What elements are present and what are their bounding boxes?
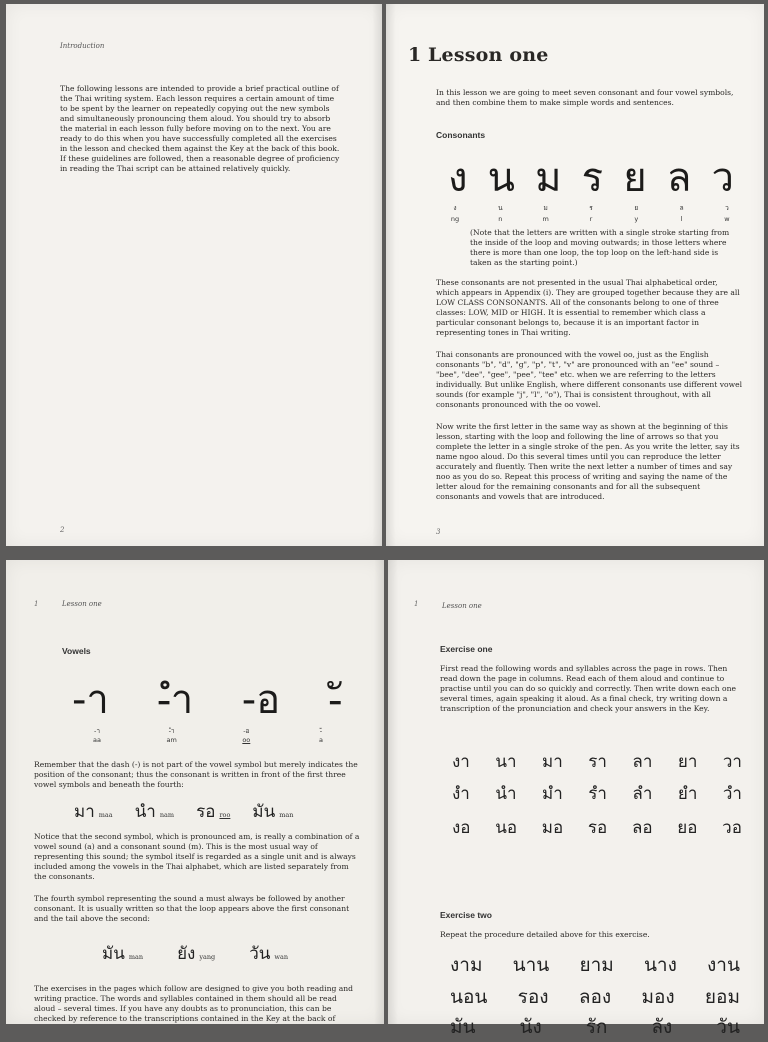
example-word [177, 940, 215, 967]
vowel-romanized: oo [242, 736, 251, 744]
word: รอง [517, 986, 549, 1008]
example-word [249, 940, 288, 967]
paragraph-am-symbol: Notice that the second symbol, which is pronounced am, is really a combination of a vowel sound (a) and a consonant sound (m). This is the most usual way of representing this sound; the symbol itself is regarded as a single unit and is always included among the vowels in the Thai alphabet, which are listed separately from the consonants. [34, 832, 360, 881]
consonant-label: ย [634, 204, 639, 212]
syllable: นอ [495, 818, 518, 838]
word-transcription: wan [274, 953, 289, 961]
vowel-glyph: -ั [328, 677, 342, 723]
word: มัน [450, 1016, 476, 1038]
example-word [252, 798, 293, 825]
exercise-one-row [452, 814, 742, 841]
word: ยอม [704, 986, 740, 1008]
gutter-shadow [374, 560, 384, 1024]
consonants-heading: Consonants [436, 130, 486, 140]
vowel-label: -ั [319, 727, 323, 735]
example-words-row-2 [102, 940, 288, 967]
margin-number: 1 [414, 600, 419, 608]
vowel-label: -ำ [168, 727, 175, 735]
consonant-glyph: ร [581, 155, 604, 201]
thai-word: รอ [196, 802, 216, 822]
word-transcription: man [279, 811, 294, 819]
exercise-two-heading: Exercise two [440, 910, 492, 920]
paragraph-writing-practice: Now write the first letter in the same way as shown at the beginning of this lesson, starting with the loop and following the line of arrows so that you complete the letter in a single stroke of the pen. As you write the letter, say its name ngoo aloud. Do this several times until you can reproduce the letter accurately and fluently. Then write the next letter a number of times and say noo as you do so. Repeat this process of writing and saying the name of the letter aloud for the remaining consonants and for all the subsequent consonants and vowels that are introduced. [436, 422, 740, 501]
lesson-number: 1 [408, 44, 422, 66]
exercise-one-heading: Exercise one [440, 644, 493, 654]
consonant-romanized: y [634, 215, 639, 223]
running-head: Lesson one [442, 602, 482, 610]
thai-word: วัน [249, 944, 271, 964]
word: ลัง [651, 1016, 673, 1038]
vowel-romanized: aa [93, 736, 101, 744]
word: รัก [585, 1016, 608, 1038]
page-vowels [6, 560, 384, 1024]
page-number: 2 [60, 526, 65, 534]
thai-word: ยัง [177, 944, 196, 964]
vowel-thai-labels [86, 726, 332, 736]
syllable: รอ [587, 818, 608, 838]
word-transcription: roo [219, 811, 231, 819]
intro-paragraph: The following lessons are intended to provide a brief practical outline of the Thai writing system. Each lesson requires a certain amount of time to be spent by the learner on repeatedly copying out the new symbols and simultaneously pronouncing them aloud. You should try to absorb the material in each lesson fully before moving on to the next. You are ready to do this when you have successfully completed all the exercises in the lesson and checked them against the Key at the back of this book. If these guidelines are followed, then a reasonable degree of proficiency in reading the Thai script can be attained relatively quickly. [60, 84, 340, 173]
syllable: รา [588, 752, 607, 772]
paragraph-dash: Remember that the dash (-) is not part of the vowel symbol but merely indicates the position of the consonant; thus the consonant is written in front of the first three vowel symbols and beneath the fourth: [34, 760, 358, 789]
vowel-romanized: am [166, 736, 177, 744]
example-word [196, 798, 230, 825]
paragraph-exercises: The exercises in the pages which follow are designed to give you both reading and writing practice. The words and syllables contained in them should all be read aloud – several times. If you have any doubts as to pronunciation, this can be checked by reference to the transcriptions contained in the Key at the back of [34, 984, 354, 1023]
vowel-romanized-labels [86, 736, 332, 744]
thai-word: นำ [134, 802, 156, 822]
consonant-glyph: น [487, 155, 516, 201]
exercise-one-instructions: First read the following words and syllables across the page in rows. Then read down the page in columns. Read each of them aloud and continue to practise until you can do so quickly and correctly. Then write down each one several times, again speaking it aloud. As a final check, try writing down a transcription of the pronunciation and check your answers in the Key. [440, 664, 736, 713]
syllable: ลา [632, 752, 653, 772]
exercise-two-row [450, 1012, 740, 1042]
word: นอน [450, 986, 488, 1008]
consonant-label: ง [453, 204, 457, 212]
gutter-shadow [388, 560, 398, 1024]
running-head: Introduction [60, 42, 105, 50]
syllable: ยอ [677, 818, 698, 838]
consonant-romanized: l [680, 215, 683, 223]
margin-number: 1 [34, 600, 39, 608]
exercise-one-row [452, 780, 742, 807]
vowel-glyph: -ำ [157, 677, 194, 723]
consonant-glyph-row [448, 150, 734, 201]
consonant-glyph: ย [623, 155, 647, 201]
vowel-label: -า [94, 727, 100, 735]
vowels-heading: Vowels [62, 646, 91, 656]
word: งาม [450, 954, 483, 976]
consonant-romanized-labels [444, 215, 738, 223]
paragraph-oo-vowel: Thai consonants are pronounced with the vowel oo, just as the English consonants "b", "d", "g", "p", "t", "v" are pronounced with an "ee" sound – "bee", "dee", "gee", "pee", "tee" etc. when we are referring to the letters individually. But unlike English, where different consonants use different vowel sounds (for example "j", "l", "o"), Thai is consistent throughout, with all consonants pronounced with the oo vowel. [436, 350, 742, 409]
lesson-title: Lesson one [428, 44, 549, 66]
vowel-label: -อ [243, 727, 250, 735]
consonant-romanized: ng [450, 215, 460, 223]
syllable: วำ [722, 784, 742, 804]
syllable: นำ [495, 784, 517, 804]
consonant-romanized: n [498, 215, 503, 223]
running-head: Lesson one [62, 600, 102, 608]
word: ลอง [578, 986, 612, 1008]
page-lesson-one [386, 4, 764, 546]
exercise-two-instructions: Repeat the procedure detailed above for this exercise. [440, 930, 650, 939]
word: วัน [716, 1016, 740, 1038]
syllable: รำ [588, 784, 607, 804]
vowel-romanized: a [318, 736, 323, 744]
stroke-note: (Note that the letters are written with a single stroke starting from the inside of the loop and moving outwards; in those letters where there is more than one loop, the top loop on the left-hand side is taken as the starting point.) [470, 228, 730, 267]
vowel-glyph-row [72, 670, 342, 723]
paragraph-fourth-symbol: The fourth symbol representing the sound a must always be followed by another consonant. It is usually written so that the loop appears above the first consonant and the tail above the second: [34, 894, 350, 923]
thai-word: มัน [252, 802, 276, 822]
gutter-shadow [372, 4, 382, 546]
gutter-shadow [386, 4, 396, 546]
syllable: งอ [452, 818, 471, 838]
page-introduction [6, 4, 382, 546]
word-transcription: maa [98, 811, 113, 819]
syllable: มา [542, 752, 563, 772]
word: มอง [641, 986, 675, 1008]
consonant-romanized: r [589, 215, 593, 223]
syllable: ลำ [632, 784, 653, 804]
thai-word: มา [74, 802, 95, 822]
exercise-two-row [450, 950, 740, 980]
example-words-row [74, 798, 293, 825]
syllable: มอ [541, 818, 564, 838]
vowel-glyph: -า [72, 677, 109, 723]
syllable: ลอ [631, 818, 653, 838]
syllable: ยา [677, 752, 698, 772]
vowel-glyph: -อ [241, 677, 281, 723]
word: ยาม [579, 954, 614, 976]
syllable: วา [722, 752, 742, 772]
consonant-glyph: ว [711, 155, 734, 201]
consonant-romanized: w [724, 215, 730, 223]
page-exercises [388, 560, 764, 1038]
word-transcription: nam [159, 811, 175, 819]
example-word [102, 940, 143, 967]
paragraph-consonant-classes: These consonants are not presented in the usual Thai alphabetical order, which appears in Appendix (i). They are grouped together because they are all LOW CLASS CONSONANTS. All of the consonants belong to one of three classes: LOW, MID or HIGH. It is essential to remember which class a particular consonant belongs to, because it is an important factor in representing tones in Thai writing. [436, 278, 740, 337]
example-word [135, 798, 174, 825]
lesson-intro: In this lesson we are going to meet seven consonant and four vowel symbols, and then combine them to make simple words and sentences. [436, 88, 734, 107]
syllable: งา [452, 752, 470, 772]
word: นาน [512, 954, 550, 976]
syllable: มำ [542, 784, 563, 804]
syllable: นา [495, 752, 517, 772]
page-number: 3 [436, 528, 441, 536]
word: นาง [643, 954, 677, 976]
consonant-thai-labels [444, 203, 738, 213]
syllable: งำ [452, 784, 470, 804]
exercise-two-row [450, 982, 740, 1012]
word: นัง [519, 1016, 542, 1038]
consonant-label: ม [543, 204, 548, 212]
consonant-label: ว [725, 204, 729, 212]
word-transcription: man [128, 953, 144, 961]
word: งาน [707, 954, 740, 976]
consonant-label: ล [679, 204, 684, 212]
consonant-glyph: ล [666, 155, 692, 201]
word-transcription: yang [199, 953, 216, 961]
exercise-one-row [452, 748, 742, 775]
syllable: วอ [722, 818, 742, 838]
consonant-label: ร [589, 204, 593, 212]
consonant-romanized: m [542, 215, 549, 223]
syllable: ยำ [677, 784, 698, 804]
example-word [74, 798, 113, 825]
consonant-label: น [498, 204, 503, 212]
thai-word: มัน [102, 944, 125, 964]
consonant-glyph: ม [535, 155, 562, 201]
consonant-glyph: ง [448, 155, 468, 201]
